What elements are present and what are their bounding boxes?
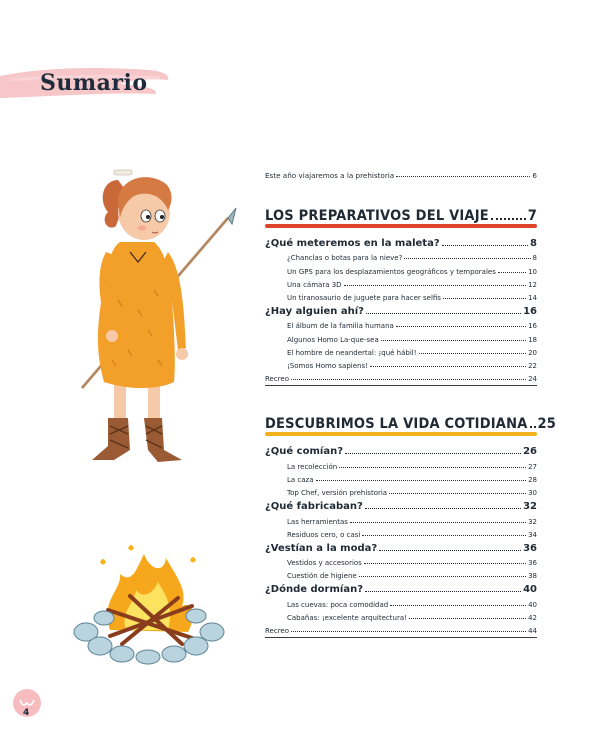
dot-leader [396,176,530,177]
toc-intro-label: Este año viajaremos a la prehistoria [265,171,395,180]
toc-chapter-page: 16 [523,306,537,318]
toc-chapter[interactable] [265,580,537,595]
toc-subchapter-page: 30 [528,489,537,498]
dot-leader [359,576,526,577]
dot-leader [396,326,526,327]
toc-subchapter-label: Cabañas: ¡excelente arquitectura! [287,614,407,623]
toc-subchapter[interactable] [265,554,537,567]
toc-subchapter[interactable] [265,567,537,580]
toc-chapter-label: ¿Qué comían? [265,446,343,458]
toc-chapter-label: ¿Qué meteremos en la maleta? [265,238,440,249]
toc-chapter[interactable] [265,302,537,317]
toc-recreo-label: Recreo [265,375,290,384]
toc-subchapter-label: Residuos cero, o casi [287,530,361,539]
toc-recreo-page: 44 [528,627,537,636]
dot-leader [339,467,526,468]
section-heading-page: 7 [527,208,537,224]
dot-leader [362,535,526,536]
dot-leader [316,480,527,481]
dot-leader [350,522,526,523]
toc-subchapter-page: 27 [528,462,537,471]
toc-subchapter[interactable] [265,357,537,370]
toc-subchapter[interactable] [265,249,537,262]
cave-girl-illustration [78,160,238,472]
dot-leader [291,631,526,632]
toc-subchapter[interactable] [265,457,537,470]
dot-leader [366,313,521,314]
dot-leader [443,298,526,299]
dot-leader [442,245,528,246]
dot-leader [364,563,526,564]
toc-recreo-label: Recreo [265,627,290,636]
toc-subchapter-label: Un GPS para los desplazamientos geográficos y temporales [287,267,496,276]
section-divider [265,637,537,638]
toc-subchapter-label: Las cuevas: poca comodidad [287,600,389,609]
toc-subchapter[interactable] [265,484,537,497]
toc-subchapter[interactable] [265,330,537,343]
dot-leader [291,379,526,380]
page-title: Sumario [40,70,148,96]
toc-subchapter-label: La caza [287,475,314,484]
toc-subchapter-page: 32 [528,517,537,526]
toc-subchapter-label: Top Chef, versión prehistoria [287,489,388,498]
toc-subchapter-page: 16 [528,322,537,331]
toc-chapter[interactable] [265,442,537,457]
toc-subchapter[interactable] [265,595,537,608]
toc-intro-row[interactable] [265,166,537,180]
toc-subchapter-label: Un tiranosaurio de juguete para hacer selfis [287,294,441,303]
toc-subchapter-label: La recolección [287,462,338,471]
dot-leader [409,618,526,619]
toc-subchapter-page: 12 [528,280,537,289]
section-heading-page: 25 [537,416,557,433]
toc-chapter-page: 32 [523,501,537,513]
toc-intro-page: 6 [532,171,537,180]
page-number: 4 [23,708,30,718]
dot-leader [390,605,526,606]
toc-subchapter-page: 36 [528,559,537,568]
spacer [265,180,537,200]
toc-subchapter-page: 42 [528,614,537,623]
dot-leader [365,508,521,509]
toc-subchapter-label: Las herramientas [287,517,348,526]
toc-chapter[interactable] [265,497,537,512]
toc-chapter-label: ¿Hay alguien ahí? [265,306,364,318]
dot-leader [389,493,526,494]
dot-leader [344,285,527,286]
dot-leader [404,258,530,259]
dot-leader [379,550,521,551]
toc-subchapter-label: ¡Somos Homo sapiens! [287,362,368,371]
toc-subchapter[interactable] [265,289,537,302]
toc-subchapter-page: 34 [528,530,537,539]
toc-subchapter-label: Una cámara 3D [287,280,342,289]
toc-subchapter-label: El álbum de la familia humana [287,322,394,331]
toc-subchapter-page: 40 [528,600,537,609]
toc-chapter-label: ¿Dónde dormían? [265,584,363,596]
toc-subchapter[interactable] [265,276,537,289]
toc-subchapter-label: El hombre de neandertal: ¡qué hábil! [287,349,417,358]
toc-chapter-page: 26 [523,446,537,458]
dot-leader [530,426,536,428]
toc-subchapter-label: ¿Chanclas o botas para la nieve? [287,254,403,263]
spacer [265,386,537,408]
toc-subchapter[interactable] [265,262,537,275]
dot-leader [491,218,526,220]
dot-leader [498,272,526,273]
toc-subchapter-label: Cuestión de higiene [287,572,357,581]
dot-leader [370,366,526,367]
section-heading-label: DESCUBRIMOS LA VIDA COTIDIANA [265,416,528,433]
toc-subchapter[interactable] [265,344,537,357]
section-heading-label: LOS PREPARATIVOS DEL VIAJE [265,208,489,224]
toc-recreo[interactable] [265,370,537,383]
toc-subchapter-label: Algunos Homo La-que-sea [287,335,379,344]
toc-chapter[interactable] [265,234,537,249]
toc-chapter-page: 40 [523,584,537,596]
section-heading[interactable] [265,408,557,433]
toc-subchapter[interactable] [265,317,537,330]
dot-leader [345,453,521,454]
toc-subchapter-page: 10 [528,267,537,276]
campfire-illustration [70,540,230,665]
dot-leader [419,353,527,354]
toc-subchapter[interactable] [265,512,537,525]
toc-chapter-label: ¿Vestían a la moda? [265,542,378,554]
toc-chapter[interactable] [265,539,537,554]
table-of-contents [265,160,557,638]
toc-subchapter-page: 20 [528,349,537,358]
toc-subchapter-label: Vestidos y accesorios [287,559,362,568]
dot-leader [381,340,526,341]
toc-subchapter-page: 28 [528,475,537,484]
toc-subchapter-page: 14 [528,294,537,303]
toc-recreo-page: 24 [528,375,537,384]
toc-subchapter[interactable] [265,609,537,622]
toc-subchapter[interactable] [265,526,537,539]
section-heading[interactable] [265,200,537,224]
toc-chapter-page: 36 [523,542,537,554]
toc-subchapter[interactable] [265,471,537,484]
toc-chapter-label: ¿Qué fabricaban? [265,501,363,513]
toc-subchapter-page: 22 [528,362,537,371]
toc-subchapter-page: 8 [532,254,537,263]
toc-subchapter-page: 18 [528,335,537,344]
toc-recreo[interactable] [265,622,537,635]
toc-subchapter-page: 38 [528,572,537,581]
dot-leader [365,591,521,592]
toc-chapter-page: 8 [530,238,537,249]
